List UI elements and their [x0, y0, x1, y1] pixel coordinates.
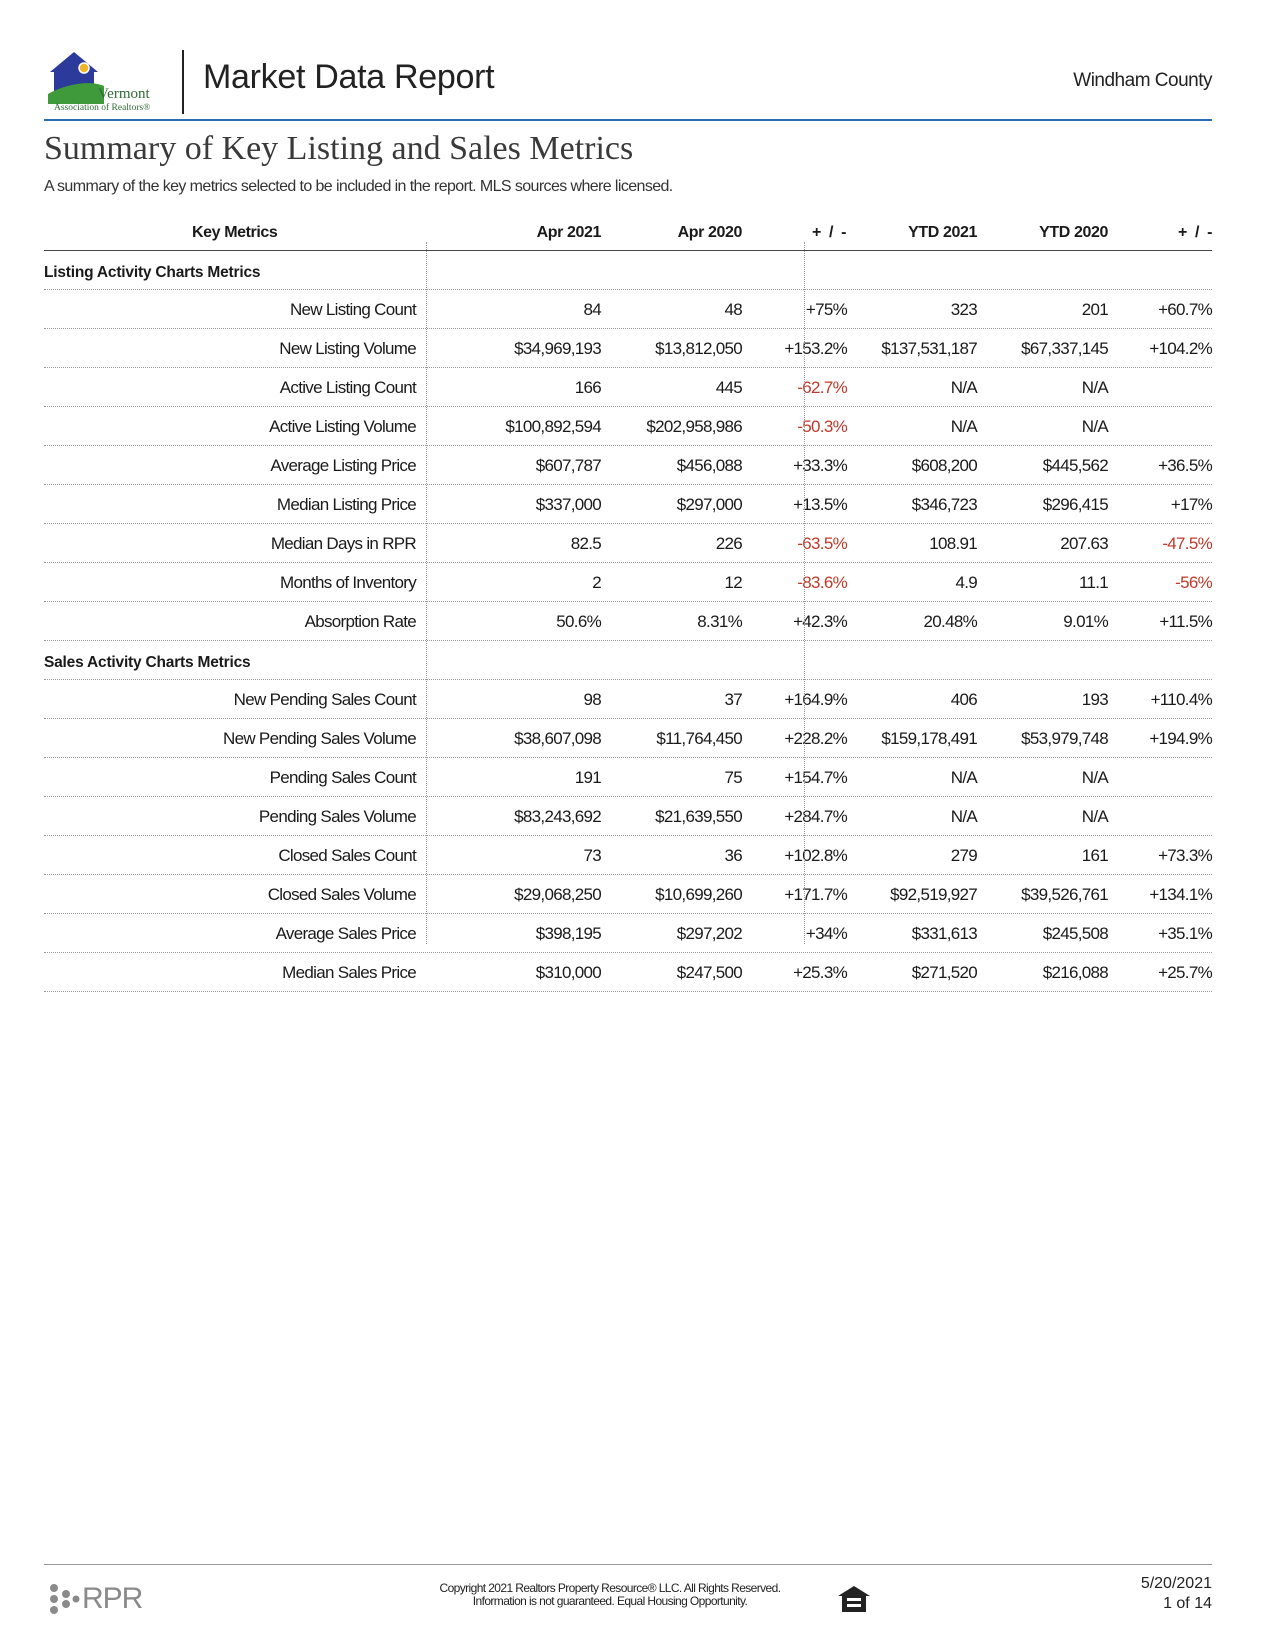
- apr-2020-value: $297,202: [676, 924, 742, 943]
- apr-2021-value: 50.6%: [556, 612, 601, 631]
- table-row: [44, 719, 1212, 758]
- month-change: +102.8%: [784, 846, 847, 865]
- table-row: [44, 953, 1212, 992]
- ytd-2021-value: 4.9: [955, 573, 977, 592]
- metric-label: Average Listing Price: [270, 456, 416, 475]
- column-divider-2: [804, 242, 805, 944]
- ytd-2020-value: $39,526,761: [1021, 885, 1108, 904]
- ytd-2020-value: 11.1: [1078, 573, 1108, 592]
- metric-label: Median Days in RPR: [270, 534, 416, 553]
- apr-2020-value: 36: [724, 846, 742, 865]
- rpr-logo: [46, 1578, 156, 1618]
- month-change: -83.6%: [797, 573, 847, 592]
- ytd-2021-value: 406: [950, 690, 977, 709]
- ytd-change: +194.9%: [1149, 729, 1212, 748]
- table-row: [44, 446, 1212, 485]
- metric-label: New Pending Sales Volume: [223, 729, 416, 748]
- metric-label: Active Listing Count: [279, 378, 416, 397]
- apr-2020-value: 12: [724, 573, 742, 592]
- header-divider: [182, 50, 184, 114]
- table-row: [44, 602, 1212, 641]
- table-row: [44, 758, 1212, 797]
- ytd-2021-value: $331,613: [911, 924, 977, 943]
- ytd-2021-value: $346,723: [911, 495, 977, 514]
- table-row: [44, 914, 1212, 953]
- ytd-change: -56%: [1175, 573, 1212, 592]
- ytd-2021-value: 279: [950, 846, 977, 865]
- rpr-brand: RPR: [82, 1582, 143, 1615]
- apr-2021-value: 191: [574, 768, 601, 787]
- apr-2020-value: 75: [724, 768, 742, 787]
- table-row: [44, 797, 1212, 836]
- col-apr-2021: Apr 2021: [536, 224, 601, 241]
- month-change: -50.3%: [797, 417, 847, 436]
- footer-rule: [44, 1564, 1212, 1565]
- apr-2020-value: $297,000: [676, 495, 742, 514]
- section-title: Summary of Key Listing and Sales Metrics: [44, 130, 634, 167]
- apr-2021-value: $83,243,692: [514, 807, 601, 826]
- apr-2021-value: 84: [583, 300, 601, 319]
- apr-2021-value: 98: [583, 690, 601, 709]
- table-row: [44, 407, 1212, 446]
- table-row: [44, 485, 1212, 524]
- ytd-2020-value: 9.01%: [1063, 612, 1108, 631]
- metric-label: Months of Inventory: [280, 573, 416, 592]
- ytd-2020-value: $245,508: [1042, 924, 1108, 943]
- ytd-change: +17%: [1170, 495, 1212, 514]
- ytd-2021-value: 108.91: [929, 534, 977, 553]
- ytd-2021-value: $271,520: [911, 963, 977, 982]
- metric-label: Closed Sales Count: [278, 846, 416, 865]
- apr-2020-value: 8.31%: [697, 612, 742, 631]
- apr-2020-value: $456,088: [676, 456, 742, 475]
- col-change-ytd: + / -: [1177, 224, 1212, 241]
- month-change: +284.7%: [784, 807, 847, 826]
- ytd-2020-value: N/A: [1081, 417, 1108, 436]
- metric-label: Median Listing Price: [276, 495, 416, 514]
- month-change: +164.9%: [784, 690, 847, 709]
- ytd-2021-value: 20.48%: [923, 612, 977, 631]
- page-number: 1 of 14: [1163, 1595, 1212, 1612]
- section-subtitle: A summary of the key metrics selected to be included in the report. MLS sources where licensed.: [44, 178, 673, 195]
- col-apr-2020: Apr 2020: [677, 224, 742, 241]
- group-title: Listing Activity Charts Metrics: [44, 264, 261, 281]
- apr-2020-value: $202,958,986: [646, 417, 742, 436]
- header-rule: [44, 119, 1212, 121]
- month-change: +153.2%: [784, 339, 847, 358]
- ytd-2021-value: $159,178,491: [881, 729, 977, 748]
- rpr-logo-icon: [46, 1582, 80, 1616]
- apr-2020-value: $21,639,550: [655, 807, 742, 826]
- copyright-notice: [390, 1582, 830, 1608]
- copyright-line-2: Information is not guaranteed. Equal Housing Opportunity.: [472, 1594, 748, 1608]
- copyright-line-1: Copyright 2021 Realtors Property Resource® LLC. All Rights Reserved.: [439, 1581, 781, 1595]
- apr-2021-value: 2: [592, 573, 601, 592]
- ytd-2020-value: 193: [1081, 690, 1108, 709]
- report-date: 5/20/2021: [1140, 1575, 1212, 1592]
- ytd-2020-value: $445,562: [1042, 456, 1108, 475]
- ytd-2020-value: N/A: [1081, 378, 1108, 397]
- table-row: [44, 329, 1212, 368]
- metric-label: Absorption Rate: [304, 612, 416, 631]
- ytd-2020-value: 201: [1081, 300, 1108, 319]
- month-change: +171.7%: [784, 885, 847, 904]
- apr-2021-value: 166: [574, 378, 601, 397]
- table-row: [44, 368, 1212, 407]
- month-change: +33.3%: [793, 456, 847, 475]
- apr-2020-value: 48: [724, 300, 742, 319]
- apr-2021-value: $607,787: [535, 456, 601, 475]
- ytd-2020-value: $67,337,145: [1021, 339, 1108, 358]
- metric-label: New Listing Count: [289, 300, 416, 319]
- metric-label: New Pending Sales Count: [233, 690, 416, 709]
- table-row: [44, 836, 1212, 875]
- apr-2021-value: 73: [583, 846, 601, 865]
- month-change: +154.7%: [784, 768, 847, 787]
- equal-housing-icon: [836, 1584, 872, 1616]
- ytd-2021-value: 323: [950, 300, 977, 319]
- vermont-realtors-logo: [46, 50, 166, 116]
- group-heading: [44, 641, 1212, 680]
- ytd-2020-value: N/A: [1081, 807, 1108, 826]
- metric-label: Pending Sales Count: [269, 768, 416, 787]
- apr-2021-value: $100,892,594: [505, 417, 601, 436]
- ytd-2021-value: N/A: [950, 768, 977, 787]
- ytd-2020-value: 207.63: [1060, 534, 1108, 553]
- metrics-table: [44, 212, 1212, 992]
- ytd-2021-value: N/A: [950, 807, 977, 826]
- ytd-change: +35.1%: [1158, 924, 1212, 943]
- col-ytd-2020: YTD 2020: [1039, 224, 1108, 241]
- ytd-2020-value: 161: [1081, 846, 1108, 865]
- table-row: [44, 680, 1212, 719]
- table-row: [44, 563, 1212, 602]
- apr-2020-value: $10,699,260: [655, 885, 742, 904]
- apr-2021-value: $398,195: [535, 924, 601, 943]
- group-title: Sales Activity Charts Metrics: [44, 654, 251, 671]
- month-change: +13.5%: [793, 495, 847, 514]
- col-change-month: + / -: [811, 224, 846, 241]
- ytd-2020-value: $216,088: [1042, 963, 1108, 982]
- month-change: -62.7%: [797, 378, 847, 397]
- ytd-2020-value: $296,415: [1042, 495, 1108, 514]
- metric-label: Closed Sales Volume: [267, 885, 416, 904]
- apr-2021-value: $34,969,193: [514, 339, 601, 358]
- table-row: [44, 524, 1212, 563]
- ytd-change: +104.2%: [1149, 339, 1212, 358]
- metric-label: Active Listing Volume: [269, 417, 416, 436]
- apr-2020-value: 226: [715, 534, 742, 553]
- apr-2021-value: $38,607,098: [514, 729, 601, 748]
- metric-label: Median Sales Price: [282, 963, 416, 982]
- month-change: +228.2%: [784, 729, 847, 748]
- month-change: +75%: [805, 300, 847, 319]
- ytd-change: +73.3%: [1158, 846, 1212, 865]
- ytd-change: +134.1%: [1149, 885, 1212, 904]
- ytd-change: +36.5%: [1158, 456, 1212, 475]
- ytd-change: -47.5%: [1162, 534, 1212, 553]
- ytd-2021-value: N/A: [950, 378, 977, 397]
- col-ytd-2021: YTD 2021: [908, 224, 977, 241]
- table-body: [44, 251, 1212, 992]
- table-row: [44, 875, 1212, 914]
- table-row: [44, 290, 1212, 329]
- metric-label: New Listing Volume: [279, 339, 416, 358]
- month-change: +34%: [805, 924, 847, 943]
- apr-2020-value: 37: [724, 690, 742, 709]
- table-header: [44, 212, 1212, 251]
- month-change: -63.5%: [797, 534, 847, 553]
- ytd-2021-value: $608,200: [911, 456, 977, 475]
- apr-2020-value: 445: [715, 378, 742, 397]
- column-divider-1: [426, 242, 427, 944]
- logo-subtitle: Association of Realtors®: [54, 103, 151, 113]
- apr-2020-value: $13,812,050: [655, 339, 742, 358]
- apr-2020-value: $11,764,450: [656, 729, 742, 748]
- ytd-change: +25.7%: [1158, 963, 1212, 982]
- group-heading: [44, 251, 1212, 290]
- report-title: Market Data Report: [203, 58, 495, 96]
- ytd-2021-value: $92,519,927: [890, 885, 977, 904]
- ytd-change: +110.4%: [1150, 690, 1212, 709]
- ytd-2020-value: $53,979,748: [1021, 729, 1108, 748]
- apr-2020-value: $247,500: [676, 963, 742, 982]
- apr-2021-value: $337,000: [535, 495, 601, 514]
- month-change: +25.3%: [793, 963, 847, 982]
- ytd-2021-value: $137,531,187: [881, 339, 977, 358]
- metric-label: Pending Sales Volume: [258, 807, 416, 826]
- ytd-change: +60.7%: [1158, 300, 1212, 319]
- apr-2021-value: 82.5: [570, 534, 601, 553]
- footer-date-page: [1141, 1574, 1212, 1614]
- col-key-metrics: Key Metrics: [192, 224, 278, 241]
- metric-label: Average Sales Price: [275, 924, 416, 943]
- apr-2021-value: $29,068,250: [514, 885, 601, 904]
- logo-name: Vermont: [98, 86, 150, 102]
- ytd-2021-value: N/A: [950, 417, 977, 436]
- ytd-change: +11.5%: [1159, 612, 1212, 631]
- apr-2021-value: $310,000: [535, 963, 601, 982]
- month-change: +42.3%: [793, 612, 847, 631]
- county-name: Windham County: [1073, 70, 1212, 91]
- ytd-2020-value: N/A: [1081, 768, 1108, 787]
